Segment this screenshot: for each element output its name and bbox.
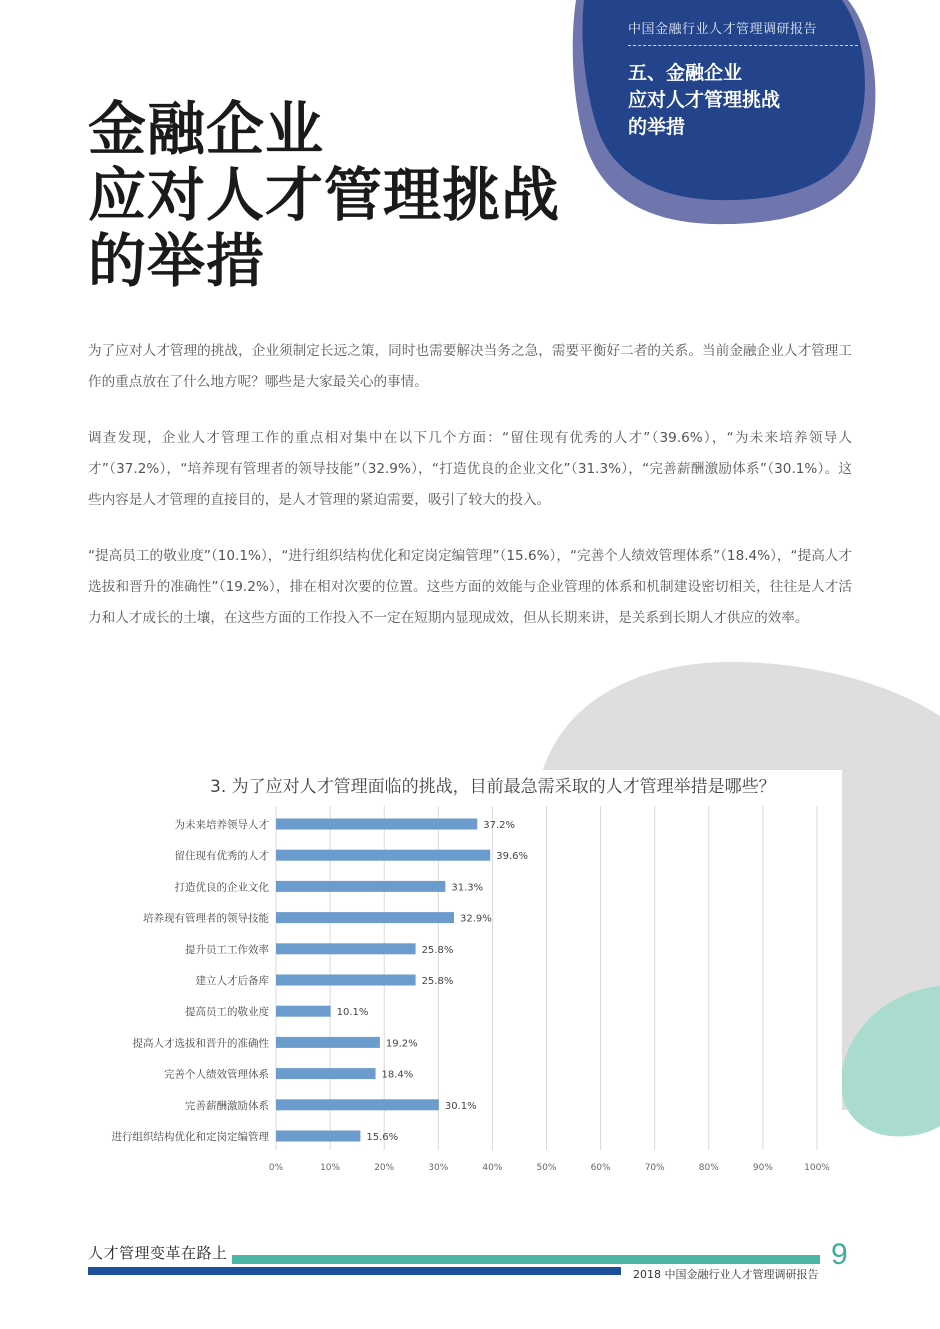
section-title-line-2: 应对人才管理挑战	[628, 89, 781, 111]
x-tick-label: 20%	[374, 1163, 395, 1173]
data-label: 15.6%	[366, 1132, 399, 1143]
bar	[276, 850, 490, 861]
category-label: 提高人才选拔和晋升的准确性	[132, 1037, 269, 1050]
data-label: 32.9%	[459, 913, 492, 925]
category-label: 培养现有管理者的领导技能	[143, 912, 269, 925]
section-title-line-1: 五、金融企业	[628, 62, 743, 84]
section-header	[628, 18, 858, 141]
footer-teal-bar	[232, 1255, 820, 1264]
paragraph-secondary: “提高员工的敬业度”（10.1%），“进行组织结构优化和定岗定编管理”（15.6%），“完善个人绩效管理体系”（18.4%），“提高人才选拔和晋升的准确性”（19.2%），排在相对次要的位置。这些方面的效能与企业管理的体系和机制建设密切相关，往往是人才活力和人才成长的土壤，在这些方面的工作投入不一定在短期内显现成效，但从长期来讲，是关系到长期人才供应的效率。	[88, 548, 852, 626]
data-label: 31.3%	[451, 882, 484, 894]
page-title-line-2: 应对人才管理挑战	[88, 161, 561, 229]
category-label: 提高员工的敬业度	[185, 1006, 269, 1019]
footer-report-name: 2018 中国金融行业人才管理调研报告	[633, 1268, 819, 1281]
x-tick-label: 70%	[644, 1163, 665, 1173]
bar	[276, 819, 477, 830]
data-label: 30.1%	[444, 1100, 477, 1112]
footer-blue-bar	[88, 1267, 621, 1275]
category-label: 为未来培养领导人才	[174, 819, 269, 831]
x-tick-label: 50%	[536, 1163, 557, 1173]
bar	[276, 1068, 376, 1079]
category-label: 留住现有优秀的人才	[174, 850, 269, 863]
bar-chart	[88, 806, 842, 1176]
bar	[276, 1006, 331, 1017]
category-label: 打造优良的企业文化	[174, 881, 269, 894]
body-text	[88, 336, 852, 659]
report-name: 中国金融行业人才管理调研报告	[628, 18, 858, 46]
category-label: 完善个人绩效管理体系	[164, 1068, 269, 1081]
x-tick-label: 80%	[698, 1163, 719, 1173]
chart-title: 3. 为了应对人才管理面临的挑战，目前最急需采取的人才管理举措是哪些？	[210, 777, 776, 797]
bar	[276, 975, 416, 986]
data-label: 25.8%	[421, 976, 454, 987]
page-number: 9	[831, 1238, 848, 1271]
bar	[276, 943, 416, 954]
bar	[276, 881, 445, 892]
page-title-line-1: 金融企业	[88, 95, 325, 163]
data-label: 25.8%	[421, 944, 454, 956]
page-title-line-3: 的举措	[88, 227, 266, 295]
data-label: 10.1%	[336, 1007, 369, 1019]
data-label: 19.2%	[385, 1038, 418, 1050]
x-tick-label: 90%	[752, 1163, 773, 1173]
bar	[276, 1131, 360, 1142]
paragraph-intro: 为了应对人才管理的挑战，企业须制定长远之策，同时也需要解决当务之急，需要平衡好二者的关系。当前金融企业人才管理工作的重点放在了什么地方呢？哪些是大家最关心的事情。	[88, 343, 852, 390]
data-label: 37.2%	[483, 820, 516, 831]
x-tick-label: 30%	[428, 1163, 449, 1173]
section-title	[628, 60, 858, 141]
data-label: 18.4%	[381, 1069, 414, 1081]
section-title-line-3: 的举措	[628, 116, 686, 138]
paragraph-findings: 调查发现，企业人才管理工作的重点相对集中在以下几个方面：“留住现有优秀的人才”（39.6%），“为未来培养领导人才”（37.2%），“培养现有管理者的领导技能”（32.9%），“打造优良的企业文化”（31.3%），“完善薪酬激励体系”（30.1%）。这些内容是人才管理的直接目的，是人才管理的紧迫需要，吸引了较大的投入。	[88, 430, 852, 508]
data-label: 39.6%	[496, 851, 529, 863]
x-tick-label: 10%	[320, 1163, 341, 1173]
footer-series-title: 人才管理变革在路上	[88, 1244, 228, 1262]
page-title	[88, 96, 608, 294]
x-tick-label: 40%	[482, 1163, 503, 1173]
bar	[276, 1099, 439, 1110]
category-label: 进行组织结构优化和定岗定编管理	[111, 1131, 269, 1143]
bar	[276, 1037, 380, 1048]
category-label: 完善薪酬激励体系	[185, 1099, 269, 1112]
chart-card	[88, 770, 842, 1180]
category-label: 建立人才后备库	[195, 975, 269, 987]
x-tick-label: 100%	[804, 1163, 830, 1173]
x-tick-label: 60%	[590, 1163, 611, 1173]
x-tick-label: 0%	[268, 1163, 284, 1173]
category-label: 提升员工工作效率	[185, 943, 269, 956]
bar	[276, 912, 454, 923]
